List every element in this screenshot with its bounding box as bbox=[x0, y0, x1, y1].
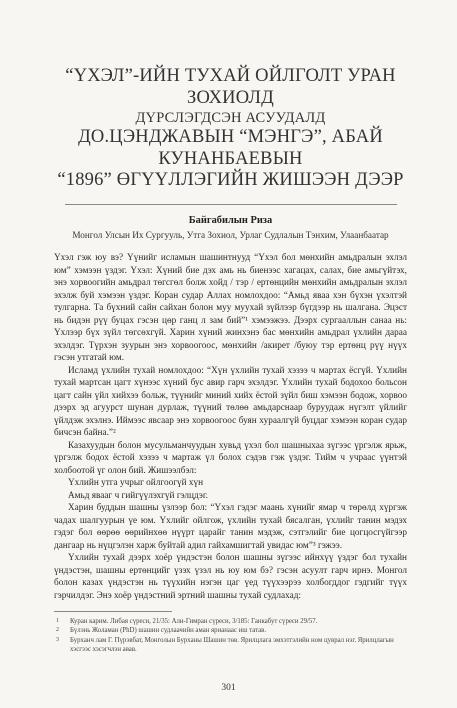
footnote-text: Бурханч лам Г. Пүрэвбат, Монголын Бурханы Шашин төв. Ярилцлага эмхэтгэлийн ном цуврал нэг. Ярилцлагын хэсгээс хэсэгчлэн авав. bbox=[70, 636, 394, 653]
article-body bbox=[54, 252, 407, 602]
title-divider bbox=[65, 204, 397, 205]
footnote bbox=[54, 636, 407, 654]
proverb-line: Үхлийн утга учрыг ойлгоогүй хүн bbox=[68, 478, 204, 489]
title-line-1: “ҮХЭЛ”-ИЙН ТУХАЙ ОЙЛГОЛТ УРАН ЗОХИОЛД bbox=[65, 66, 396, 108]
footnote-number: 3 bbox=[56, 636, 59, 643]
proverb-line: Амьд явааг ч гийгүүлэхгүй гэлцдэг. bbox=[68, 490, 208, 501]
footnote-number: 2 bbox=[56, 627, 59, 634]
body-paragraph: Харин буддын шашны үзлээр бол: “Үхэл гэдэг маань хүнийг ямар ч төрөлд хүргэж чадах шалгуурын үе юм. Үхлийг ойлгож, үхлийн тухай бясалган, үхлийг танин мэдэх гэдэг бол өөрөө өөрийнхөө нүүрт царайг танин мэдэж, сэтгэлийг бие цогцосгүйгээр дангаар нь нүцгэлэн харж буйтай адил гайхамшигтай увидас юм”³ гэжээ. bbox=[54, 503, 407, 551]
footnote-text: Куран карим. Либая сүрeси, 21/35: Али-Гимран сүрeси, 3/185: Ганкабут сүрeси 29/57. bbox=[70, 618, 318, 626]
title-line-4: “1896” ӨГҮҮЛЛЭГИЙН ЖИШЭЭН ДЭЭР bbox=[57, 170, 404, 191]
body-paragraph: Казахуудын болон мусульманчуудын хувьд үхэл бол шашныхаа зүгээс үргэлж ярьж, үргэлж бодох ёстой хэзээ ч мартаж үл болох сэдэв гэж үздэг. Тийм ч учраас үүнтэй холбоотой үг олон бий. Жишээлбэл: bbox=[54, 440, 407, 476]
author-affiliation: Монгол Улсын Их Сургууль, Утга Зохиол, Урлаг Судлалын Тэнхим, Улаанбаатар bbox=[72, 230, 389, 241]
title-line-3: ДО.ЦЭНДЖАВЫН “МЭНГЭ”, АБАЙ КУНАНБАЕВЫН bbox=[78, 126, 383, 169]
author-name: Байгабилын Риза bbox=[188, 215, 273, 227]
body-paragraph: Исламд үхлийн тухай номлохдоо: “Хүн үхлийн тухай хэзээ ч мартах ёсгүй. Үхлийн тухай мартсан цагт хүнээс хүний бус авир гарч эхэлдэг. Үхлийн тухай бодохоо больсон цагт сайн үйл хийхээ больж, түүнийг миний хийх ёстой зүйл биш хэмээн бодож, хорвоо дээрх эд агуурст шунан дурлаж, түүний төлөө амьдарснаар буруудаж нүгэлт үйлийг үйлдэж эхэлнэ. Иймээс явсаар энэ хорвоогоос буян хураалгүй буцдаг хэмээн коран судар бичсэн байна.”² bbox=[54, 365, 407, 439]
footnote-number: 1 bbox=[56, 618, 59, 625]
page-number: 301 bbox=[221, 683, 236, 693]
article-title bbox=[54, 66, 407, 192]
footnote-text: Бүлэнь Жоламан (PhD) шашин судлаачийн аман ярианаас иш татав. bbox=[70, 627, 267, 635]
footnote bbox=[54, 617, 407, 626]
body-paragraph: Үхлийн тухай дээрх хоёр үндэстэн болон шашны зүгээс ийнхүү үздэг бол тухайн үндэстэн, шашны ертөнцийг үзэх үзэл нь юу юм бэ? гэсэн асуулт гарч ирнэ. Монгол болон казах үндэстэн нь түүхийн нэгэн цаг үед түүхээрээ холбогддог гэдгийг түүх гэрчилдэг. Энэ хоёр үндэстний эртний шашны тухай судлахад: bbox=[54, 553, 407, 601]
body-paragraph: Үхэл гэж юу вэ? Үүнийг исламын шашинтнууд “Үхэл бол мөнхийн амьдралын эхлэл юм” хэмээн үздэг. Үхэл: Хүний бие дэх амь нь биенээс хагацах, салах, бие амьгүйтэх, энэ хорвоогийн амьдрал төгсгөл болж хойд / тэр / ертөнцийн мөнхийн амьдралын эхлэл эхэлж буй хэмээн үздэг. Коран судар Аллах номлохдоо: “Амьд яваа хэн бүхэн үхэлтэй тулгарна. Та бүхний сайн сайхан болон муу муухай зүйлээр бүгдээр нь шалгана. Эцэст нь бидэн рүү буцах гэсэн цөр ганц л зам бий”¹ хэмээжээ. Дээрх сургааллын санаа нь: Үхлээр бүх зүйл төгсөхгүй. Харин хүний жинхэнэ бас мөнхийн амьдрал үхлийн дараа эхэлдэг. Түрхэн зуурын энэ хорвоогоос, мөнхийн /акирет /буюу тэр ертөнц рүү нүүх гэсэн утгатай юм. bbox=[54, 253, 407, 364]
title-line-2: ДҮРСЛЭГДСЭН АСУУДАЛД bbox=[135, 109, 326, 126]
footnote bbox=[54, 626, 407, 635]
footnote-divider bbox=[54, 611, 172, 612]
